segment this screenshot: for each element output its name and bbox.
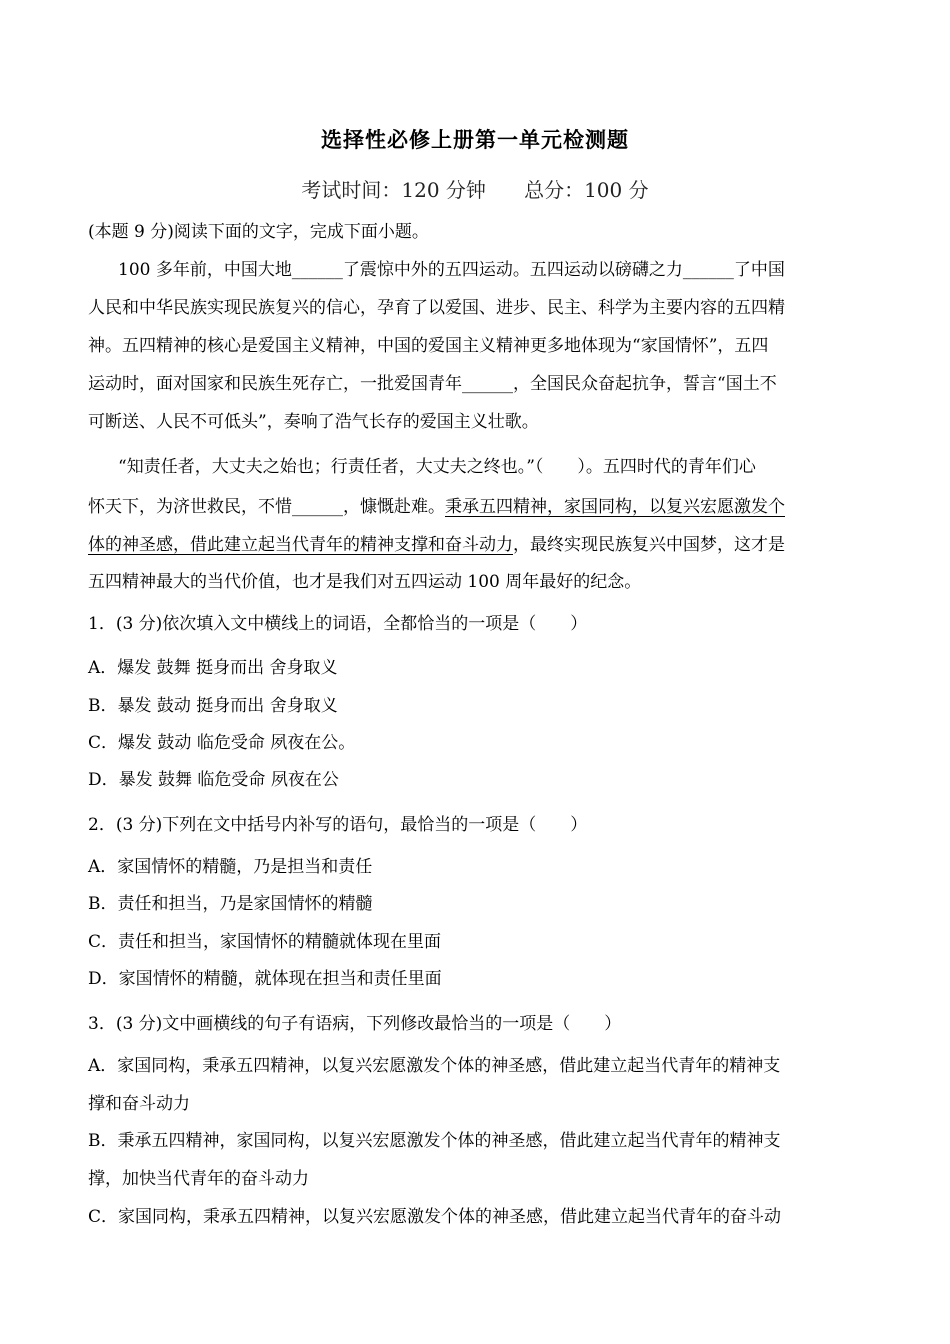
option-a-continued: 撑和奋斗动力 [88,1094,190,1114]
option-a: A．爆发 鼓舞 挺身而出 舍身取义 [88,658,338,678]
underlined-sentence: 秉承五四精神，家国同构，以复兴宏愿激发个 [445,497,785,517]
option-c: C．家国同构，秉承五四精神，以复兴宏愿激发个体的神圣感，借此建立起当代青年的奋斗动 [88,1207,782,1227]
passage-line: 可断送、人民不可低头”，奏响了浩气长存的爱国主义壮歌。 [88,412,539,432]
passage-line: “知责任者，大丈夫之始也；行责任者，大丈夫之终也。”（ ）。五四时代的青年们心 [118,457,756,477]
passage-line: 神。五四精神的核心是爱国主义精神，中国的爱国主义精神更多地体现为“家国情怀”，五四 [88,336,769,356]
option-a: A．家国情怀的精髓，乃是担当和责任 [88,857,373,877]
passage-line: 100 多年前，中国大地______了震惊中外的五四运动。五四运动以磅礴之力______了中国 [118,260,785,280]
intro-text: (本题 9 分)阅读下面的文字，完成下面小题。 [88,222,429,242]
option-b-continued: 撑，加快当代青年的奋斗动力 [88,1169,309,1189]
time-label: 考试时间：120 分钟 [301,178,486,202]
passage-text: ，最终实现民族复兴中国梦，这才是 [513,535,785,555]
passage-line [88,533,868,557]
option-b: B．责任和担当，乃是家国情怀的精髓 [88,894,373,914]
option-c: C．责任和担当，家国情怀的精髓就体现在里面 [88,932,442,952]
option-a: A．家国同构，秉承五四精神，以复兴宏愿激发个体的神圣感，借此建立起当代青年的精神支 [88,1056,781,1076]
option-d: D．家国情怀的精髓，就体现在担当和责任里面 [88,969,442,989]
passage-line: 人民和中华民族实现民族复兴的信心，孕育了以爱国、进步、民主、科学为主要内容的五四精 [88,298,785,318]
option-b: B．秉承五四精神，家国同构，以复兴宏愿激发个体的神圣感，借此建立起当代青年的精神支 [88,1131,781,1151]
page-title: 选择性必修上册第一单元检测题 [321,128,629,152]
exam-meta [0,174,950,203]
question-stem: 1．(3 分)依次填入文中横线上的词语，全都恰当的一项是（ ） [88,614,588,634]
underlined-sentence: 体的神圣感，借此建立起当代青年的精神支撑和奋斗动力 [88,535,513,555]
score-label: 总分：100 分 [524,178,649,202]
passage-text: 怀天下，为济世救民，不惜______，慷慨赴难。 [88,497,445,517]
passage-line [88,495,868,519]
question-stem: 2．(3 分)下列在文中括号内补写的语句，最恰当的一项是（ ） [88,815,588,835]
passage-line: 运动时，面对国家和民族生死存亡，一批爱国青年______，全国民众奋起抗争，誓言“国土不 [88,374,777,394]
passage-line: 五四精神最大的当代价值，也才是我们对五四运动 100 周年最好的纪念。 [88,572,642,592]
option-c: C．爆发 鼓动 临危受命 夙夜在公。 [88,733,356,753]
option-d: D．暴发 鼓舞 临危受命 夙夜在公 [88,770,339,790]
option-b: B．暴发 鼓动 挺身而出 舍身取义 [88,696,338,716]
question-stem: 3．(3 分)文中画横线的句子有语病，下列修改最恰当的一项是（ ） [88,1014,622,1034]
